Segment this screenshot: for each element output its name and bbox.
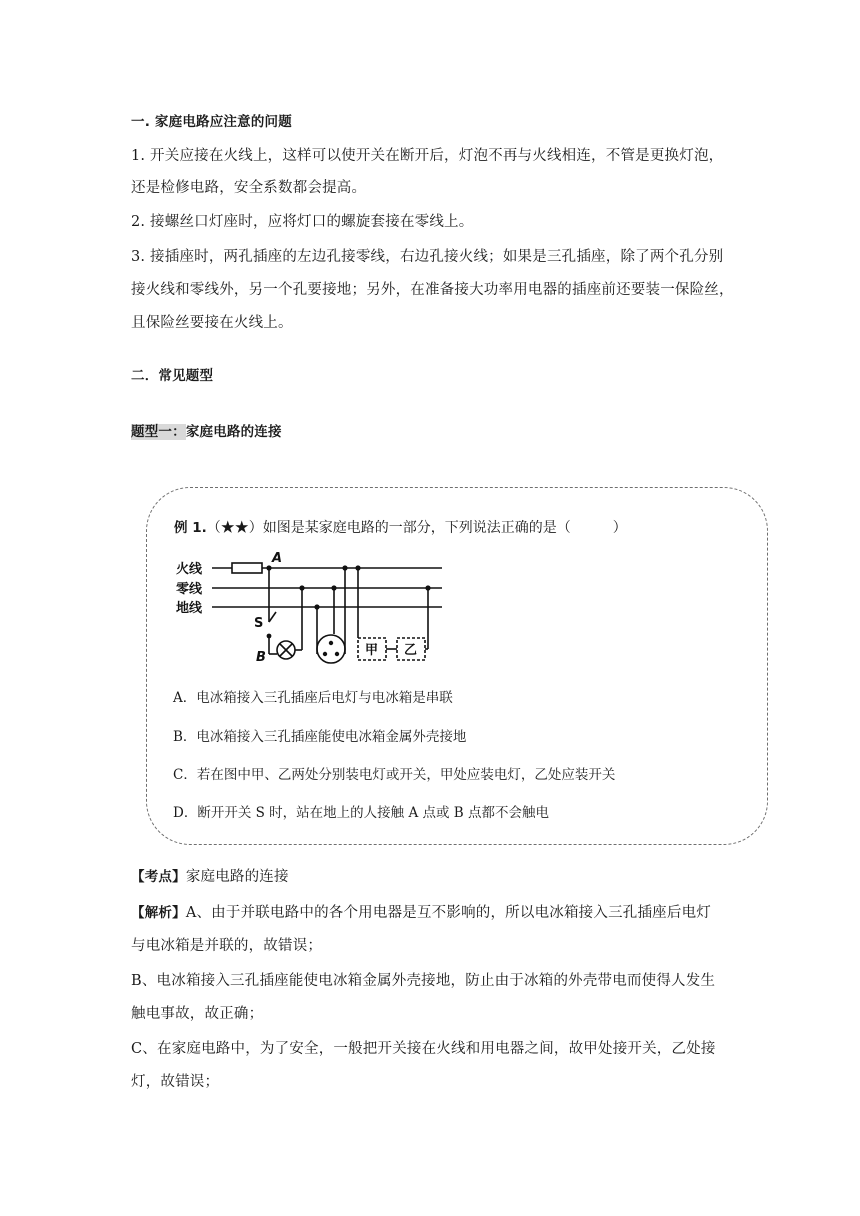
live-wire-label: 火线	[176, 562, 203, 577]
switch-s-label: S	[254, 616, 264, 631]
kaodian-text: 家庭电路的连接	[185, 869, 289, 885]
paragraph-3-line-1: 3. 接插座时，两孔插座的左边孔接零线，右边孔接火线；如果是三孔插座，除了两个孔分别	[131, 249, 724, 265]
paragraph-3-line-2: 接火线和零线外，另一个孔要接地；另外，在准备接大功率用电器的插座前还要装一保险丝，	[131, 282, 734, 298]
circuit-diagram	[172, 552, 452, 668]
yi-label: 乙	[404, 643, 418, 658]
question-type-prefix: 题型一：	[131, 424, 186, 440]
example-question	[174, 516, 627, 537]
section1-title: 一. 家庭电路应注意的问题	[131, 114, 292, 130]
point-a-label: A	[272, 552, 283, 566]
kaodian-label: 【考点】	[131, 869, 186, 885]
point-b-label: B	[256, 650, 266, 665]
option-c: C．若在图中甲、乙两处分别装电灯或开关，甲处应装电灯，乙处应装开关	[173, 767, 616, 783]
option-d: D．断开开关 S 时，站在地上的人接触 A 点或 B 点都不会触电	[173, 805, 549, 821]
paragraph-1-line-1: 1. 开关应接在火线上，这样可以使开关在断开后，灯泡不再与火线相连，不管是更换灯泡，	[131, 148, 724, 164]
paragraph-2: 2. 接螺丝口灯座时，应将灯口的螺旋套接在零线上。	[131, 214, 474, 230]
jiexi-b-line-2: 触电事故，故正确；	[131, 1006, 264, 1022]
question-type-heading	[131, 422, 282, 442]
jiexi-line-1	[131, 903, 711, 923]
paragraph-1-line-2: 还是检修电路，安全系数都会提高。	[131, 180, 367, 196]
jiexi-c-line-2: 灯，故错误；	[131, 1074, 220, 1090]
jiexi-a-line-1: A、由于并联电路中的各个用电器是互不影响的，所以电冰箱接入三孔插座后电灯	[185, 905, 711, 921]
question-type-text: 家庭电路的连接	[185, 424, 282, 440]
jiexi-a-line-2: 与电冰箱是并联的，故错误；	[131, 938, 323, 954]
question-text: 如图是某家庭电路的一部分，下列说法正确的是（ ）	[262, 520, 627, 536]
section2-title: 二．常见题型	[131, 368, 214, 384]
difficulty-stars: （★★）	[206, 520, 263, 536]
jiexi-b-line-1: B、电冰箱接入三孔插座能使电冰箱金属外壳接地，防止由于冰箱的外壳带电而使得人发生	[131, 973, 716, 989]
neutral-wire-label: 零线	[176, 582, 203, 597]
kaodian-line	[131, 867, 289, 887]
example-label: 例 1.	[174, 520, 207, 536]
option-a: A．电冰箱接入三孔插座后电灯与电冰箱是串联	[173, 690, 453, 706]
jiexi-c-line-1: C、在家庭电路中，为了安全，一般把开关接在火线和用电器之间，故甲处接开关，乙处接	[131, 1041, 716, 1057]
paragraph-3-line-3: 且保险丝要接在火线上。	[131, 315, 293, 331]
option-b: B．电冰箱接入三孔插座能使电冰箱金属外壳接地	[173, 729, 467, 745]
jia-label: 甲	[365, 643, 379, 658]
ground-wire-label: 地线	[176, 601, 203, 616]
jiexi-label: 【解析】	[131, 905, 186, 921]
